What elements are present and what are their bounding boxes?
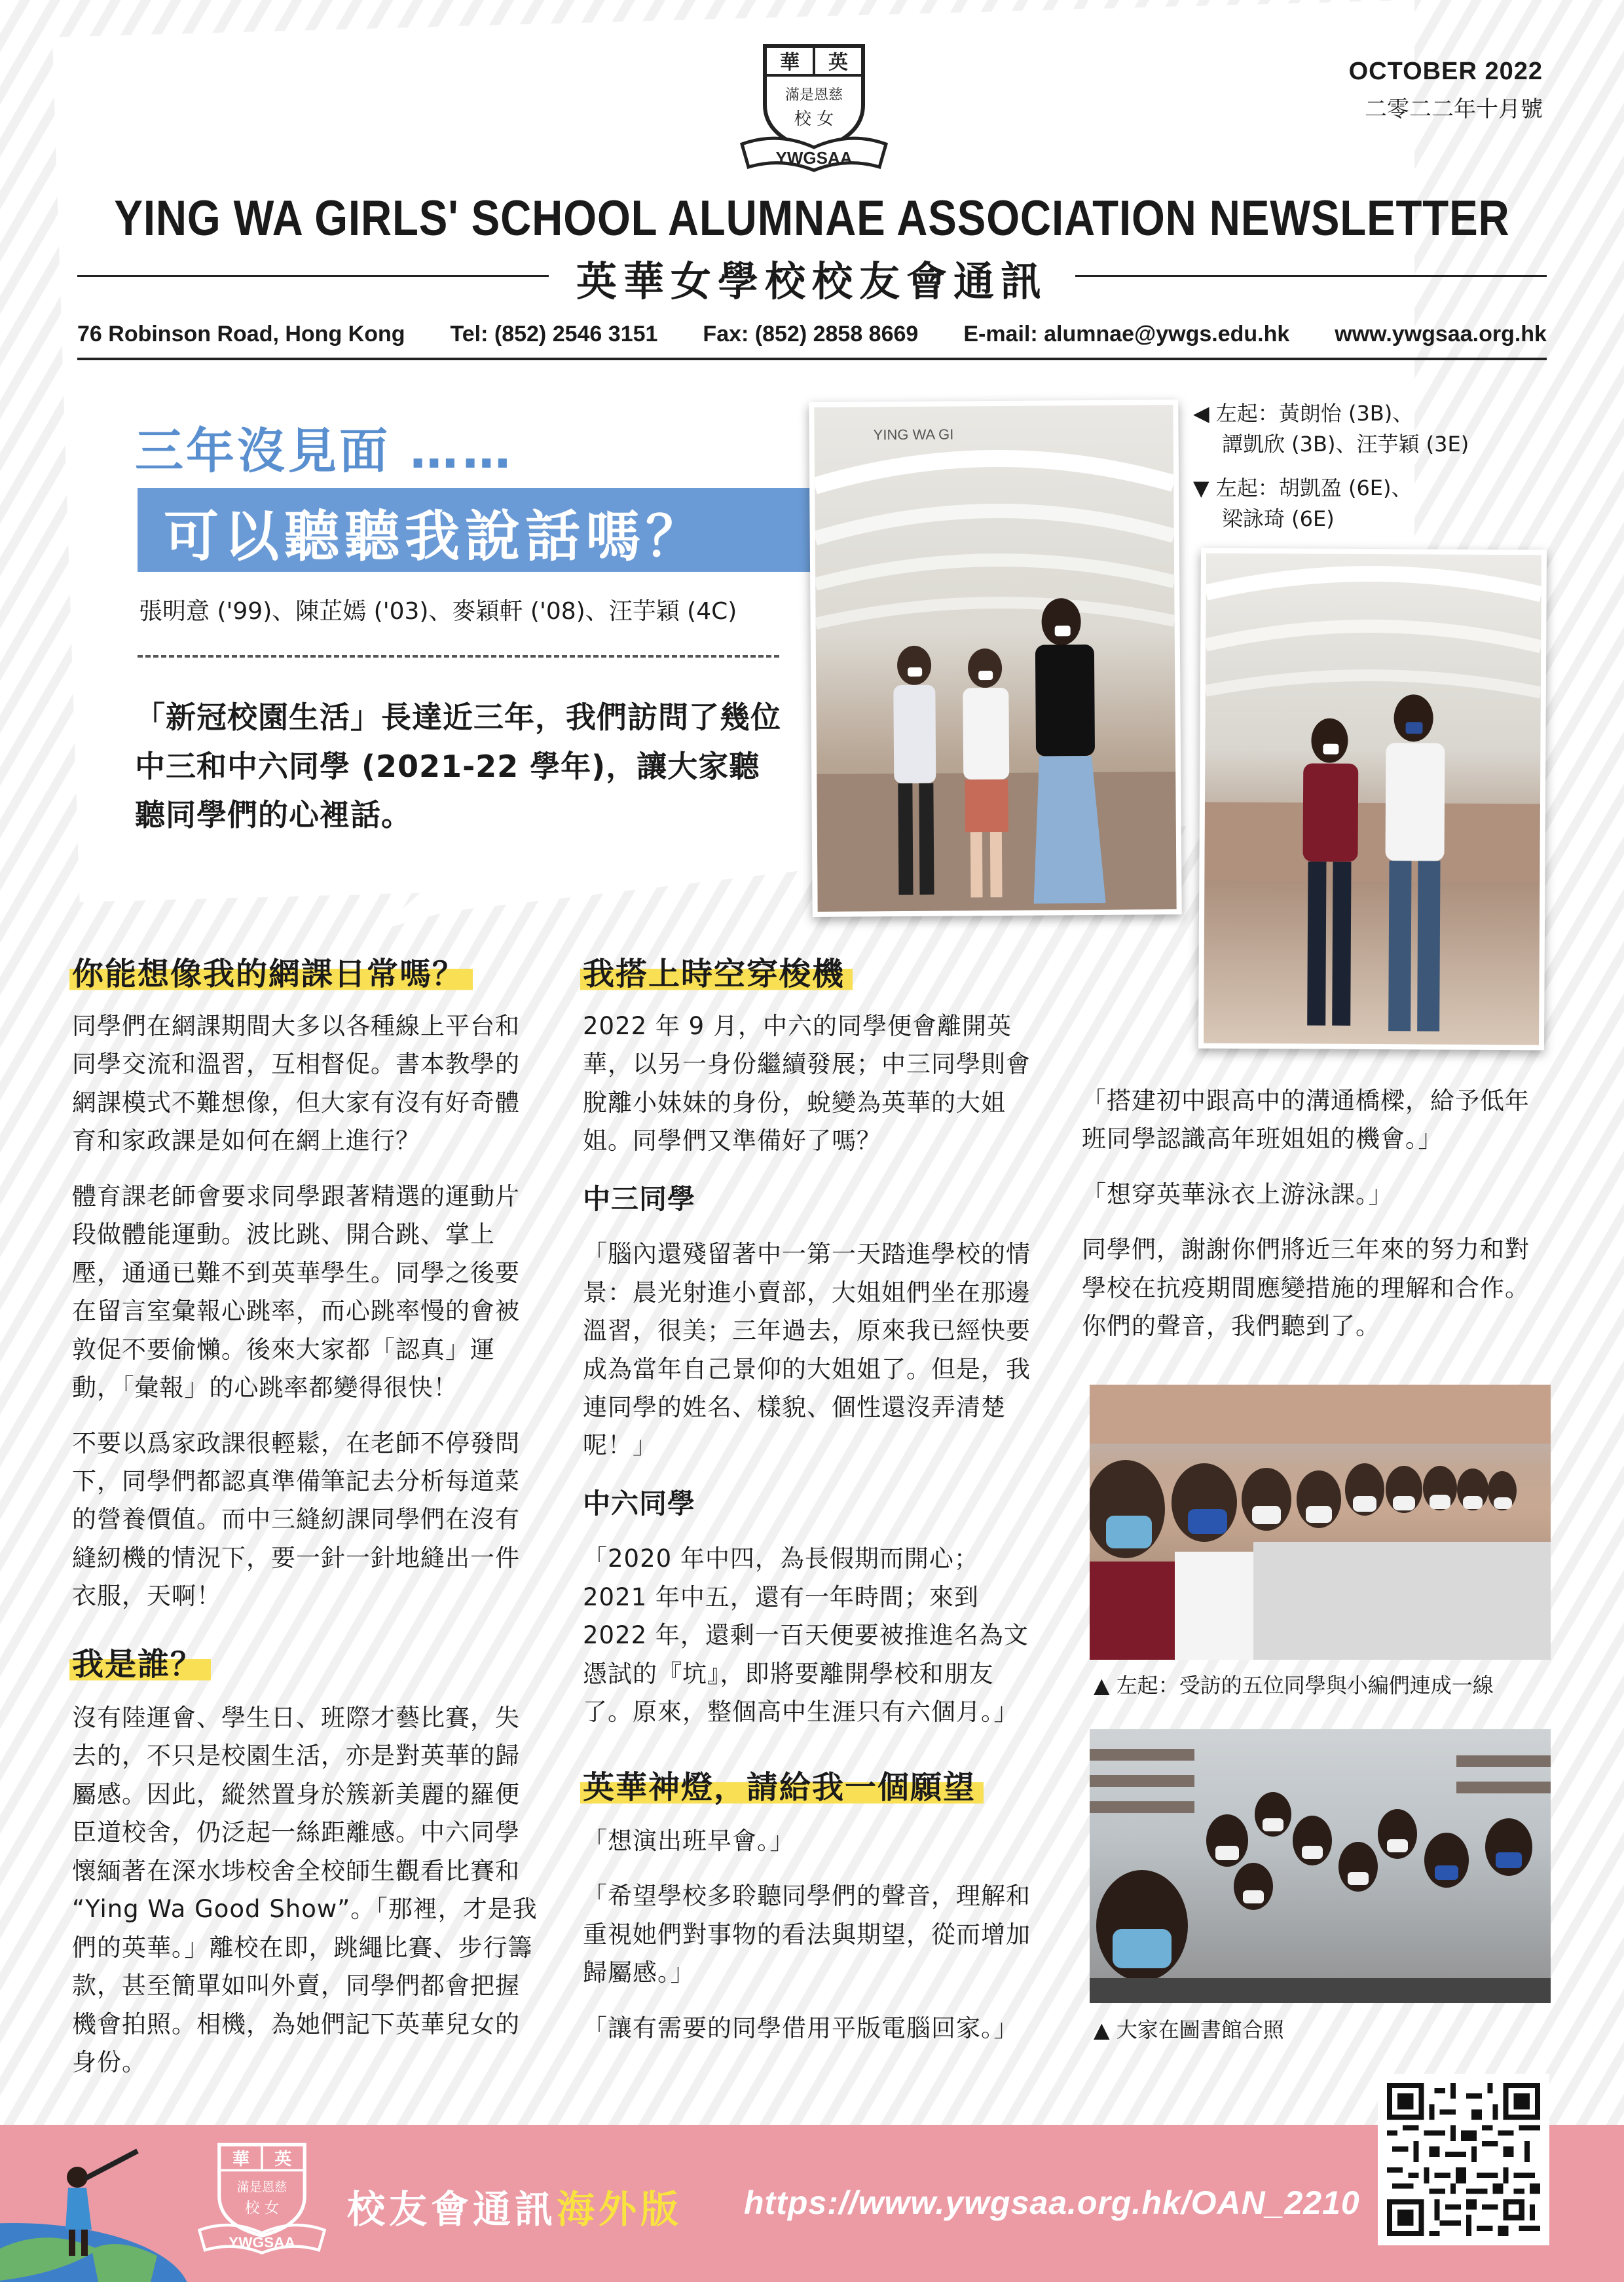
group-illustration [1090,1385,1551,1660]
qr-code-image [1387,2083,1540,2236]
sign-text: YING WA GI [873,426,954,443]
address: 76 Robinson Road, Hong Kong [77,321,405,346]
paragraph: 不要以爲家政課很輕鬆，在老師不停發問下，同學們都認真準備筆記去分析每道菜的營養價值。而中三縫紉課同學們在沒有縫紉機的情況下，要一針一針地縫出一件衣服，天啊！ [72,1429,520,1611]
paragraph: 沒有陸運會、學生日、班際才藝比賽，失去的，不只是校園生活，亦是對英華的歸屬感。因此，縱然置身於簇新美麗的羅便臣道校舍，仍泛起一絲距離感。中六同學懷緬著在深水埗校舍全校師生觀看比賽和 “Ying Wa Good Show”。「那裡，才是我們的英華。」離校在即，跳繩比賽、步行籌款，甚至簡單如叫外賣，同學們都會把握機會拍照。相機，為她們記下英華兒女的身份。 [72,1704,538,2077]
column-1-part-1 [72,1007,538,1633]
caption-top-right-line1: ▼ 左起：胡凱盈 (6E)、 [1193,476,1412,500]
svg-text:英: 英 [828,51,848,74]
qr-code[interactable] [1378,2074,1549,2245]
photo-three-students [809,400,1181,917]
article-lead: 「新冠校園生活」長達近三年，我們訪問了幾位中三和中六同學 (2021-22 學年)，讓大家聽聽同學們的心裡話。 [135,700,781,833]
column-2-wishes [583,1822,1041,2065]
section-heading-online-classes: 你能想像我的網課日常嗎？ [69,948,473,994]
svg-text:校 女: 校 女 [244,2199,280,2217]
newsletter-title-zh: 英華女學校校友會通訊 [576,257,1048,305]
photo-library [1090,1729,1551,2003]
caption-library: ▲ 大家在圖書館合照 [1094,2017,1284,2042]
issue-date-en: OCTOBER 2022 [1348,58,1543,85]
paragraph: 同學們，謝謝你們將近三年來的努力和對學校在抗疫期間應變措施的理解和合作。你們的聲音，我們聽到了。 [1082,1235,1530,1341]
svg-text:英: 英 [274,2149,292,2169]
footer-label-white: 校友會通訊 [347,2187,557,2232]
paragraph: 「想演出班早會。」 [583,1827,795,1855]
column-1-part-2 [72,1699,538,2099]
kicker-text: 三年沒見面 [135,423,390,479]
caption-top-right [1193,473,1412,535]
dashed-divider [138,655,779,658]
svg-text:校 女: 校 女 [794,109,834,129]
section-heading-who-am-i: 我是誰？ [69,1639,211,1684]
column-2 [583,1007,1041,1749]
caption-top-left-line1: ◀ 左起：黃朗怡 (3B)、 [1193,401,1414,426]
subheading-form-3: 中三同學 [583,1182,696,1215]
article-kicker [135,413,515,482]
paragraph: 「搭建初中跟高中的溝通橋樑，給予低年班同學認識高年班姐姐的機會。」 [1082,1087,1530,1153]
caption-group: ▲ 左起：受訪的五位同學與小編們連成一線 [1094,1673,1494,1698]
subheading-form-6: 中六同學 [583,1487,696,1520]
email-link[interactable]: E-mail: alumnae@ywgs.edu.hk [963,321,1290,346]
svg-text:滿是恩慈: 滿是恩慈 [784,87,843,103]
three-students-illustration [814,405,1176,912]
section-heading-time-machine: 我搭上時空穿梭機 [580,948,853,994]
article-headline: 可以聽聽我說話嗎？ [164,504,707,569]
paragraph: 「想穿英華泳衣上游泳課。」 [1082,1180,1393,1208]
library-illustration [1090,1729,1551,2003]
footer-crest-text: YWGSAA [229,2234,295,2251]
issue-date-zh: 二零二二年十月號 [1365,97,1543,122]
section-heading-wishes: 英華神燈，請給我一個願望 [580,1762,984,1807]
photo-group-line [1090,1385,1551,1660]
caption-top-right-line2: 梁詠琦 (6E) [1222,506,1335,532]
footer-url-link[interactable]: https://www.ywgsaa.org.hk/OAN_2210 [744,2184,1360,2221]
footer-label-yellow: 海外版 [557,2187,683,2232]
issue-date [1349,58,1543,123]
paragraph: 「腦內還殘留著中一第一天踏進學校的情景：晨光射進小賣部，大姐姐們坐在那邊溫習，很美；三年過去，原來我已經快要成為當年自己景仰的大姐姐了。但是，我連同學的姓名、樣貌、個性還沒弄清楚呢！」 [583,1240,1031,1460]
newsletter-title-zh-row [77,249,1547,305]
paragraph: 2022 年 9 月，中六的同學便會離開英華，以另一身份繼續發展；中三同學則會脫離小妹妹的身份，蛻變為英華的大姐姐。同學們又準備好了嗎？ [583,1012,1031,1155]
paragraph: 同學們在網課期間大多以各種線上平台和同學交流和溫習，互相督促。書本教學的網課模式不難想像，但大家有沒有好奇體育和家政課是如何在網上進行？ [72,1012,520,1155]
telephone: Tel: (852) 2546 3151 [450,321,658,346]
paragraph: 「希望學校多聆聽同學們的聲音，理解和重視她們對事物的看法與期望，從而增加歸屬感。」 [583,1882,1031,1987]
school-crest-logo [739,39,889,177]
svg-text:滿是恩慈: 滿是恩慈 [236,2179,287,2195]
photo-two-students [1198,548,1547,1051]
website-link[interactable]: www.ywgsaa.org.hk [1335,321,1547,346]
newsletter-title-en: YING WA GIRLS' SCHOOL ALUMNAE ASSOCIATION NEWSLETTER [114,191,1510,246]
contact-bar [77,316,1547,360]
crest-text: YWGSAA [775,148,853,168]
column-3 [1082,1082,1553,1363]
article-byline: 張明意 ('99)、陳芷嫣 ('03)、麥穎軒 ('08)、汪芋穎 (4C) [139,598,737,625]
svg-text:華: 華 [780,51,800,74]
kicker-dots: …… [409,423,515,479]
svg-text:華: 華 [232,2149,249,2169]
two-students-illustration [1204,553,1541,1045]
paragraph: 「讓有需要的同學借用平版電腦回家。」 [583,2013,1019,2042]
globe-telescope-girl-icon [0,2125,196,2282]
footer-label [347,2179,682,2234]
fax: Fax: (852) 2858 8669 [703,321,919,346]
paragraph: 體育課老師會要求同學跟著精選的運動片段做體能運動。波比跳、開合跳、掌上壓，通通已難不到英華學生。同學之後要在留言室彙報心跳率，而心跳率慢的會被敦促不要偷懶。後來大家都「認真」運動，「彙報」的心跳率都變得很快！ [72,1182,520,1402]
paragraph: 「2020 年中四，為長假期而開心；2021 年中五，還有一年時間；來到 2022 年，還剩一百天便要被推進名為文憑試的『坑』，即將要離開學校和朋友了。原來，整個高中生涯只有六個月。」 [583,1544,1029,1727]
caption-top-left-line2: 譚凱欣 (3B)、汪芋穎 (3E) [1222,432,1469,457]
caption-top-left [1193,398,1469,460]
footer-crest-logo [196,2137,327,2261]
